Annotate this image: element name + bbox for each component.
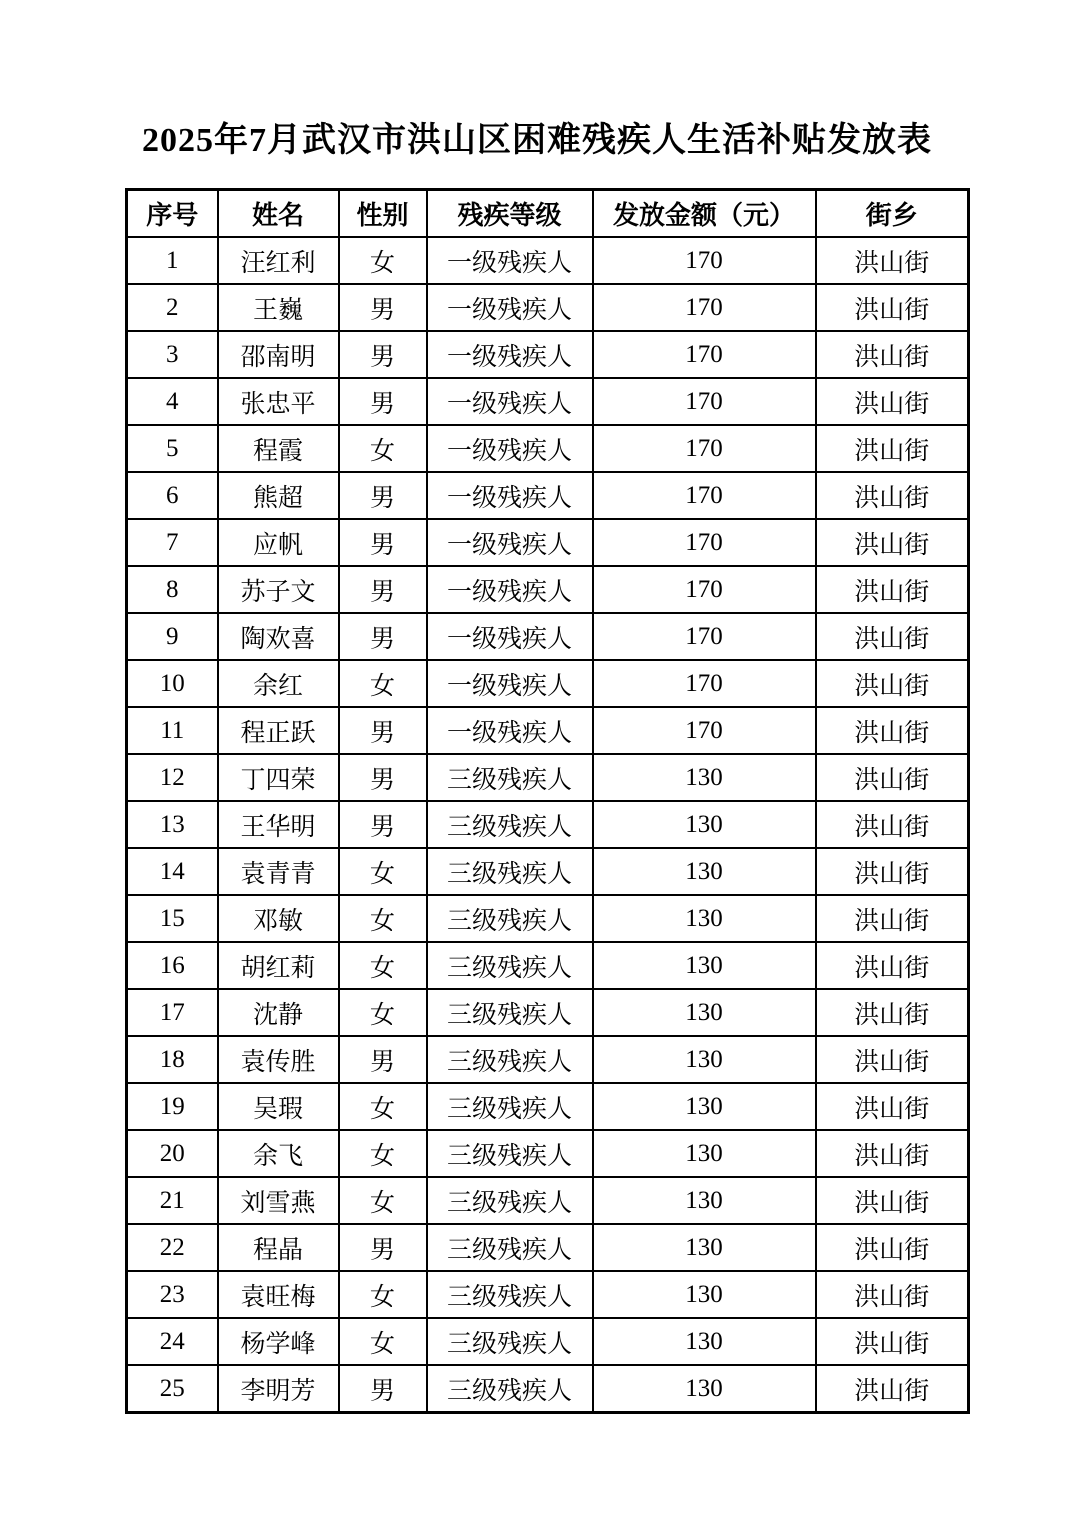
- table-cell: 8: [127, 566, 218, 613]
- table-row: [127, 331, 969, 378]
- table-cell: 5: [127, 425, 218, 472]
- table-cell: 一级残疾人: [427, 613, 593, 660]
- header-cell: 发放金额（元）: [593, 190, 816, 238]
- table-row: [127, 1036, 969, 1083]
- table-cell: 一级残疾人: [427, 378, 593, 425]
- table-row: [127, 942, 969, 989]
- table-cell: 130: [593, 1083, 816, 1130]
- table-cell: 1: [127, 237, 218, 284]
- table-cell: 170: [593, 284, 816, 331]
- table-cell: 男: [339, 1365, 427, 1413]
- table-cell: 男: [339, 707, 427, 754]
- table-cell: 三级残疾人: [427, 989, 593, 1036]
- table-cell: 23: [127, 1271, 218, 1318]
- header-cell: 街乡: [816, 190, 969, 238]
- table-cell: 丁四荣: [218, 754, 339, 801]
- table-cell: 17: [127, 989, 218, 1036]
- table-cell: 男: [339, 284, 427, 331]
- subsidy-table: [125, 188, 970, 1414]
- table-row: [127, 801, 969, 848]
- table-row: [127, 660, 969, 707]
- table-cell: 130: [593, 1318, 816, 1365]
- table-cell: 洪山街: [816, 237, 969, 284]
- table-cell: 刘雪燕: [218, 1177, 339, 1224]
- header-cell: 姓名: [218, 190, 339, 238]
- table-cell: 女: [339, 848, 427, 895]
- table-cell: 170: [593, 660, 816, 707]
- table-cell: 一级残疾人: [427, 425, 593, 472]
- table-cell: 王华明: [218, 801, 339, 848]
- table-cell: 一级残疾人: [427, 237, 593, 284]
- table-cell: 洪山街: [816, 472, 969, 519]
- table-cell: 邵南明: [218, 331, 339, 378]
- table-row: [127, 1365, 969, 1413]
- table-cell: 3: [127, 331, 218, 378]
- table-cell: 三级残疾人: [427, 1224, 593, 1271]
- table-cell: 22: [127, 1224, 218, 1271]
- table-cell: 洪山街: [816, 989, 969, 1036]
- page-title: 2025年7月武汉市洪山区困难残疾人生活补贴发放表: [142, 122, 932, 159]
- table-cell: 女: [339, 989, 427, 1036]
- table-cell: 女: [339, 895, 427, 942]
- table-cell: 三级残疾人: [427, 1083, 593, 1130]
- table-cell: 三级残疾人: [427, 1177, 593, 1224]
- table-cell: 女: [339, 237, 427, 284]
- table-row: [127, 378, 969, 425]
- table-cell: 洪山街: [816, 519, 969, 566]
- table-cell: 三级残疾人: [427, 1036, 593, 1083]
- table-row: [127, 237, 969, 284]
- table-cell: 三级残疾人: [427, 1130, 593, 1177]
- table-cell: 女: [339, 1177, 427, 1224]
- table-cell: 洪山街: [816, 284, 969, 331]
- table-cell: 男: [339, 472, 427, 519]
- table-cell: 9: [127, 613, 218, 660]
- table-cell: 邓敏: [218, 895, 339, 942]
- table-cell: 170: [593, 237, 816, 284]
- table-row: [127, 707, 969, 754]
- table-cell: 130: [593, 1271, 816, 1318]
- table-cell: 女: [339, 1318, 427, 1365]
- table-cell: 洪山街: [816, 1224, 969, 1271]
- table-row: [127, 566, 969, 613]
- table-cell: 男: [339, 519, 427, 566]
- table-row: [127, 425, 969, 472]
- table-cell: 170: [593, 425, 816, 472]
- table-cell: 11: [127, 707, 218, 754]
- table-cell: 130: [593, 1224, 816, 1271]
- table-cell: 三级残疾人: [427, 754, 593, 801]
- table-cell: 洪山街: [816, 801, 969, 848]
- table-cell: 130: [593, 754, 816, 801]
- table-cell: 洪山街: [816, 754, 969, 801]
- table-cell: 洪山街: [816, 425, 969, 472]
- table-cell: 170: [593, 613, 816, 660]
- table-cell: 李明芳: [218, 1365, 339, 1413]
- table-cell: 14: [127, 848, 218, 895]
- header-cell: 序号: [127, 190, 218, 238]
- table-cell: 三级残疾人: [427, 942, 593, 989]
- table-cell: 7: [127, 519, 218, 566]
- table-cell: 130: [593, 1130, 816, 1177]
- header-cell: 性别: [339, 190, 427, 238]
- table-cell: 170: [593, 519, 816, 566]
- table-cell: 余飞: [218, 1130, 339, 1177]
- table-cell: 洪山街: [816, 1083, 969, 1130]
- table-cell: 洪山街: [816, 707, 969, 754]
- table-cell: 余红: [218, 660, 339, 707]
- table-cell: 一级残疾人: [427, 660, 593, 707]
- table-cell: 170: [593, 378, 816, 425]
- table-cell: 苏子文: [218, 566, 339, 613]
- table-cell: 130: [593, 895, 816, 942]
- table-cell: 一级残疾人: [427, 566, 593, 613]
- table-cell: 汪红利: [218, 237, 339, 284]
- table-cell: 女: [339, 425, 427, 472]
- table-cell: 洪山街: [816, 1036, 969, 1083]
- table-cell: 一级残疾人: [427, 284, 593, 331]
- table-cell: 130: [593, 1036, 816, 1083]
- table-cell: 12: [127, 754, 218, 801]
- table-cell: 洪山街: [816, 1318, 969, 1365]
- table-cell: 25: [127, 1365, 218, 1413]
- table-cell: 男: [339, 378, 427, 425]
- table-cell: 沈静: [218, 989, 339, 1036]
- table-cell: 洪山街: [816, 895, 969, 942]
- table-cell: 20: [127, 1130, 218, 1177]
- table-row: [127, 1318, 969, 1365]
- table-row: [127, 1271, 969, 1318]
- table-header-row: [127, 190, 969, 238]
- table-cell: 洪山街: [816, 378, 969, 425]
- table-cell: 男: [339, 754, 427, 801]
- table-cell: 袁传胜: [218, 1036, 339, 1083]
- table-cell: 洪山街: [816, 566, 969, 613]
- table-cell: 洪山街: [816, 1271, 969, 1318]
- table-cell: 18: [127, 1036, 218, 1083]
- table-cell: 女: [339, 1083, 427, 1130]
- table-cell: 4: [127, 378, 218, 425]
- table-cell: 程霞: [218, 425, 339, 472]
- table-row: [127, 895, 969, 942]
- table-cell: 男: [339, 1036, 427, 1083]
- table-row: [127, 472, 969, 519]
- table-cell: 一级残疾人: [427, 472, 593, 519]
- table-cell: 13: [127, 801, 218, 848]
- table-cell: 130: [593, 801, 816, 848]
- table-row: [127, 1177, 969, 1224]
- table-cell: 程晶: [218, 1224, 339, 1271]
- table-cell: 130: [593, 848, 816, 895]
- table-cell: 三级残疾人: [427, 1365, 593, 1413]
- table-row: [127, 1083, 969, 1130]
- table-cell: 洪山街: [816, 660, 969, 707]
- table-cell: 170: [593, 566, 816, 613]
- table-cell: 胡红莉: [218, 942, 339, 989]
- table-row: [127, 848, 969, 895]
- table-cell: 一级残疾人: [427, 707, 593, 754]
- table-cell: 程正跃: [218, 707, 339, 754]
- table-row: [127, 989, 969, 1036]
- table-cell: 洪山街: [816, 1130, 969, 1177]
- table-cell: 袁旺梅: [218, 1271, 339, 1318]
- table-cell: 洪山街: [816, 1365, 969, 1413]
- table-cell: 170: [593, 707, 816, 754]
- table-cell: 三级残疾人: [427, 895, 593, 942]
- table-cell: 张忠平: [218, 378, 339, 425]
- table-cell: 男: [339, 331, 427, 378]
- table-cell: 洪山街: [816, 1177, 969, 1224]
- table-cell: 洪山街: [816, 942, 969, 989]
- table-cell: 陶欢喜: [218, 613, 339, 660]
- table-cell: 男: [339, 801, 427, 848]
- table-row: [127, 1224, 969, 1271]
- header-cell: 残疾等级: [427, 190, 593, 238]
- table-row: [127, 519, 969, 566]
- table-cell: 2: [127, 284, 218, 331]
- table-cell: 130: [593, 1365, 816, 1413]
- table-cell: 16: [127, 942, 218, 989]
- table-cell: 15: [127, 895, 218, 942]
- table-cell: 女: [339, 1271, 427, 1318]
- table-cell: 洪山街: [816, 331, 969, 378]
- table-cell: 女: [339, 660, 427, 707]
- table-cell: 三级残疾人: [427, 1271, 593, 1318]
- table-cell: 6: [127, 472, 218, 519]
- table-cell: 洪山街: [816, 848, 969, 895]
- table-cell: 一级残疾人: [427, 519, 593, 566]
- table-row: [127, 284, 969, 331]
- table-cell: 三级残疾人: [427, 848, 593, 895]
- table-cell: 130: [593, 1177, 816, 1224]
- table-cell: 24: [127, 1318, 218, 1365]
- table-cell: 男: [339, 566, 427, 613]
- table-cell: 女: [339, 942, 427, 989]
- table-cell: 19: [127, 1083, 218, 1130]
- table-cell: 三级残疾人: [427, 1318, 593, 1365]
- table-cell: 10: [127, 660, 218, 707]
- table-cell: 熊超: [218, 472, 339, 519]
- table-row: [127, 613, 969, 660]
- table-cell: 吴瑕: [218, 1083, 339, 1130]
- table-cell: 21: [127, 1177, 218, 1224]
- table-cell: 女: [339, 1130, 427, 1177]
- table-cell: 应帆: [218, 519, 339, 566]
- table-cell: 130: [593, 942, 816, 989]
- table-cell: 一级残疾人: [427, 331, 593, 378]
- table-cell: 130: [593, 989, 816, 1036]
- table-cell: 170: [593, 331, 816, 378]
- table-cell: 洪山街: [816, 613, 969, 660]
- table-cell: 杨学峰: [218, 1318, 339, 1365]
- table-cell: 王巍: [218, 284, 339, 331]
- table-row: [127, 1130, 969, 1177]
- table-cell: 袁青青: [218, 848, 339, 895]
- table-cell: 男: [339, 613, 427, 660]
- table-cell: 三级残疾人: [427, 801, 593, 848]
- table-row: [127, 754, 969, 801]
- table-cell: 170: [593, 472, 816, 519]
- table-cell: 男: [339, 1224, 427, 1271]
